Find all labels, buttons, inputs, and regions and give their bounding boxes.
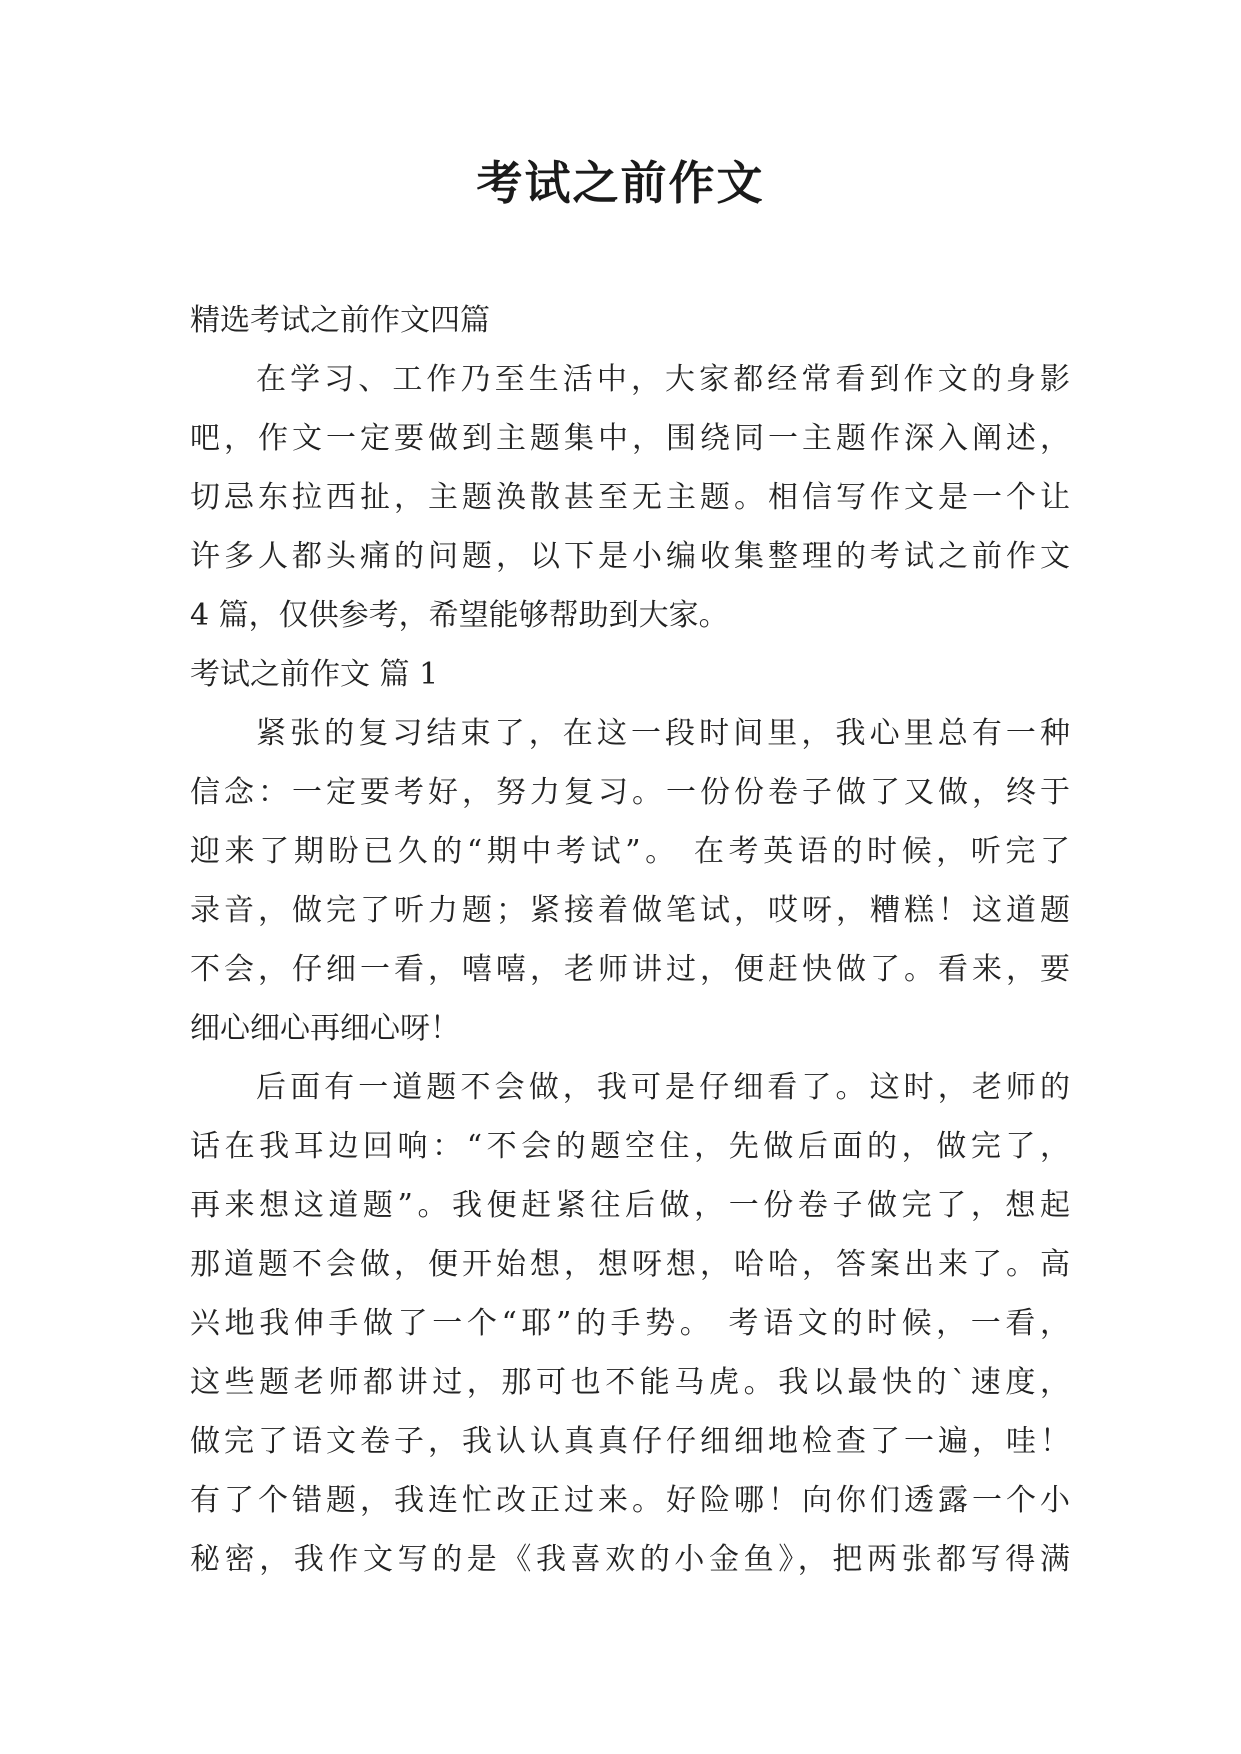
section-heading: 考试之前作文 篇 1 — [190, 657, 439, 692]
text-line: 4 篇，仅供参考，希望能够帮助到大家。 — [190, 598, 729, 633]
text-line: 兴地我伸手做了一个“耶”的手势。 考语文的时候，一看， — [190, 1306, 1070, 1341]
text-line: 精选考试之前作文四篇 — [190, 303, 490, 338]
document-body — [190, 291, 1070, 1589]
text-line: 迎来了期盼已久的“期中考试”。 在考英语的时候，听完了 — [190, 834, 1070, 869]
text-line: 后面有一道题不会做，我可是仔细看了。这时，老师的 — [256, 1070, 1070, 1105]
text-line: 信念：一定要考好，努力复习。一份份卷子做了又做，终于 — [190, 775, 1070, 810]
text-line: 那道题不会做，便开始想，想呀想，哈哈，答案出来了。高 — [190, 1247, 1070, 1282]
text-line: 切忌东拉西扯，主题涣散甚至无主题。相信写作文是一个让 — [190, 480, 1070, 515]
text-line: 在学习、工作乃至生活中，大家都经常看到作文的身影 — [256, 362, 1070, 397]
text-line: 有了个错题，我连忙改正过来。好险哪！向你们透露一个小 — [190, 1483, 1070, 1518]
text-line: 紧张的复习结束了，在这一段时间里，我心里总有一种 — [256, 716, 1070, 751]
document-title: 考试之前作文 — [476, 156, 765, 210]
text-line: 吧，作文一定要做到主题集中，围绕同一主题作深入阐述， — [190, 421, 1070, 456]
text-line: 许多人都头痛的问题，以下是小编收集整理的考试之前作文 — [190, 539, 1070, 574]
text-line: 录音，做完了听力题；紧接着做笔试，哎呀，糟糕！这道题 — [190, 893, 1070, 928]
text-line: 这些题老师都讲过，那可也不能马虎。我以最快的`速度， — [190, 1365, 1070, 1400]
text-line: 话在我耳边回响：“不会的题空住，先做后面的，做完了， — [190, 1129, 1070, 1164]
text-line: 再来想这道题”。我便赶紧往后做，一份卷子做完了，想起 — [190, 1188, 1070, 1223]
text-line: 不会，仔细一看，嘻嘻，老师讲过，便赶快做了。看来，要 — [190, 952, 1070, 987]
text-line: 做完了语文卷子，我认认真真仔仔细细地检查了一遍，哇！ — [190, 1424, 1070, 1459]
text-line: 秘密，我作文写的是《我喜欢的小金鱼》，把两张都写得满 — [190, 1542, 1070, 1577]
text-line: 细心细心再细心呀！ — [190, 1011, 460, 1046]
